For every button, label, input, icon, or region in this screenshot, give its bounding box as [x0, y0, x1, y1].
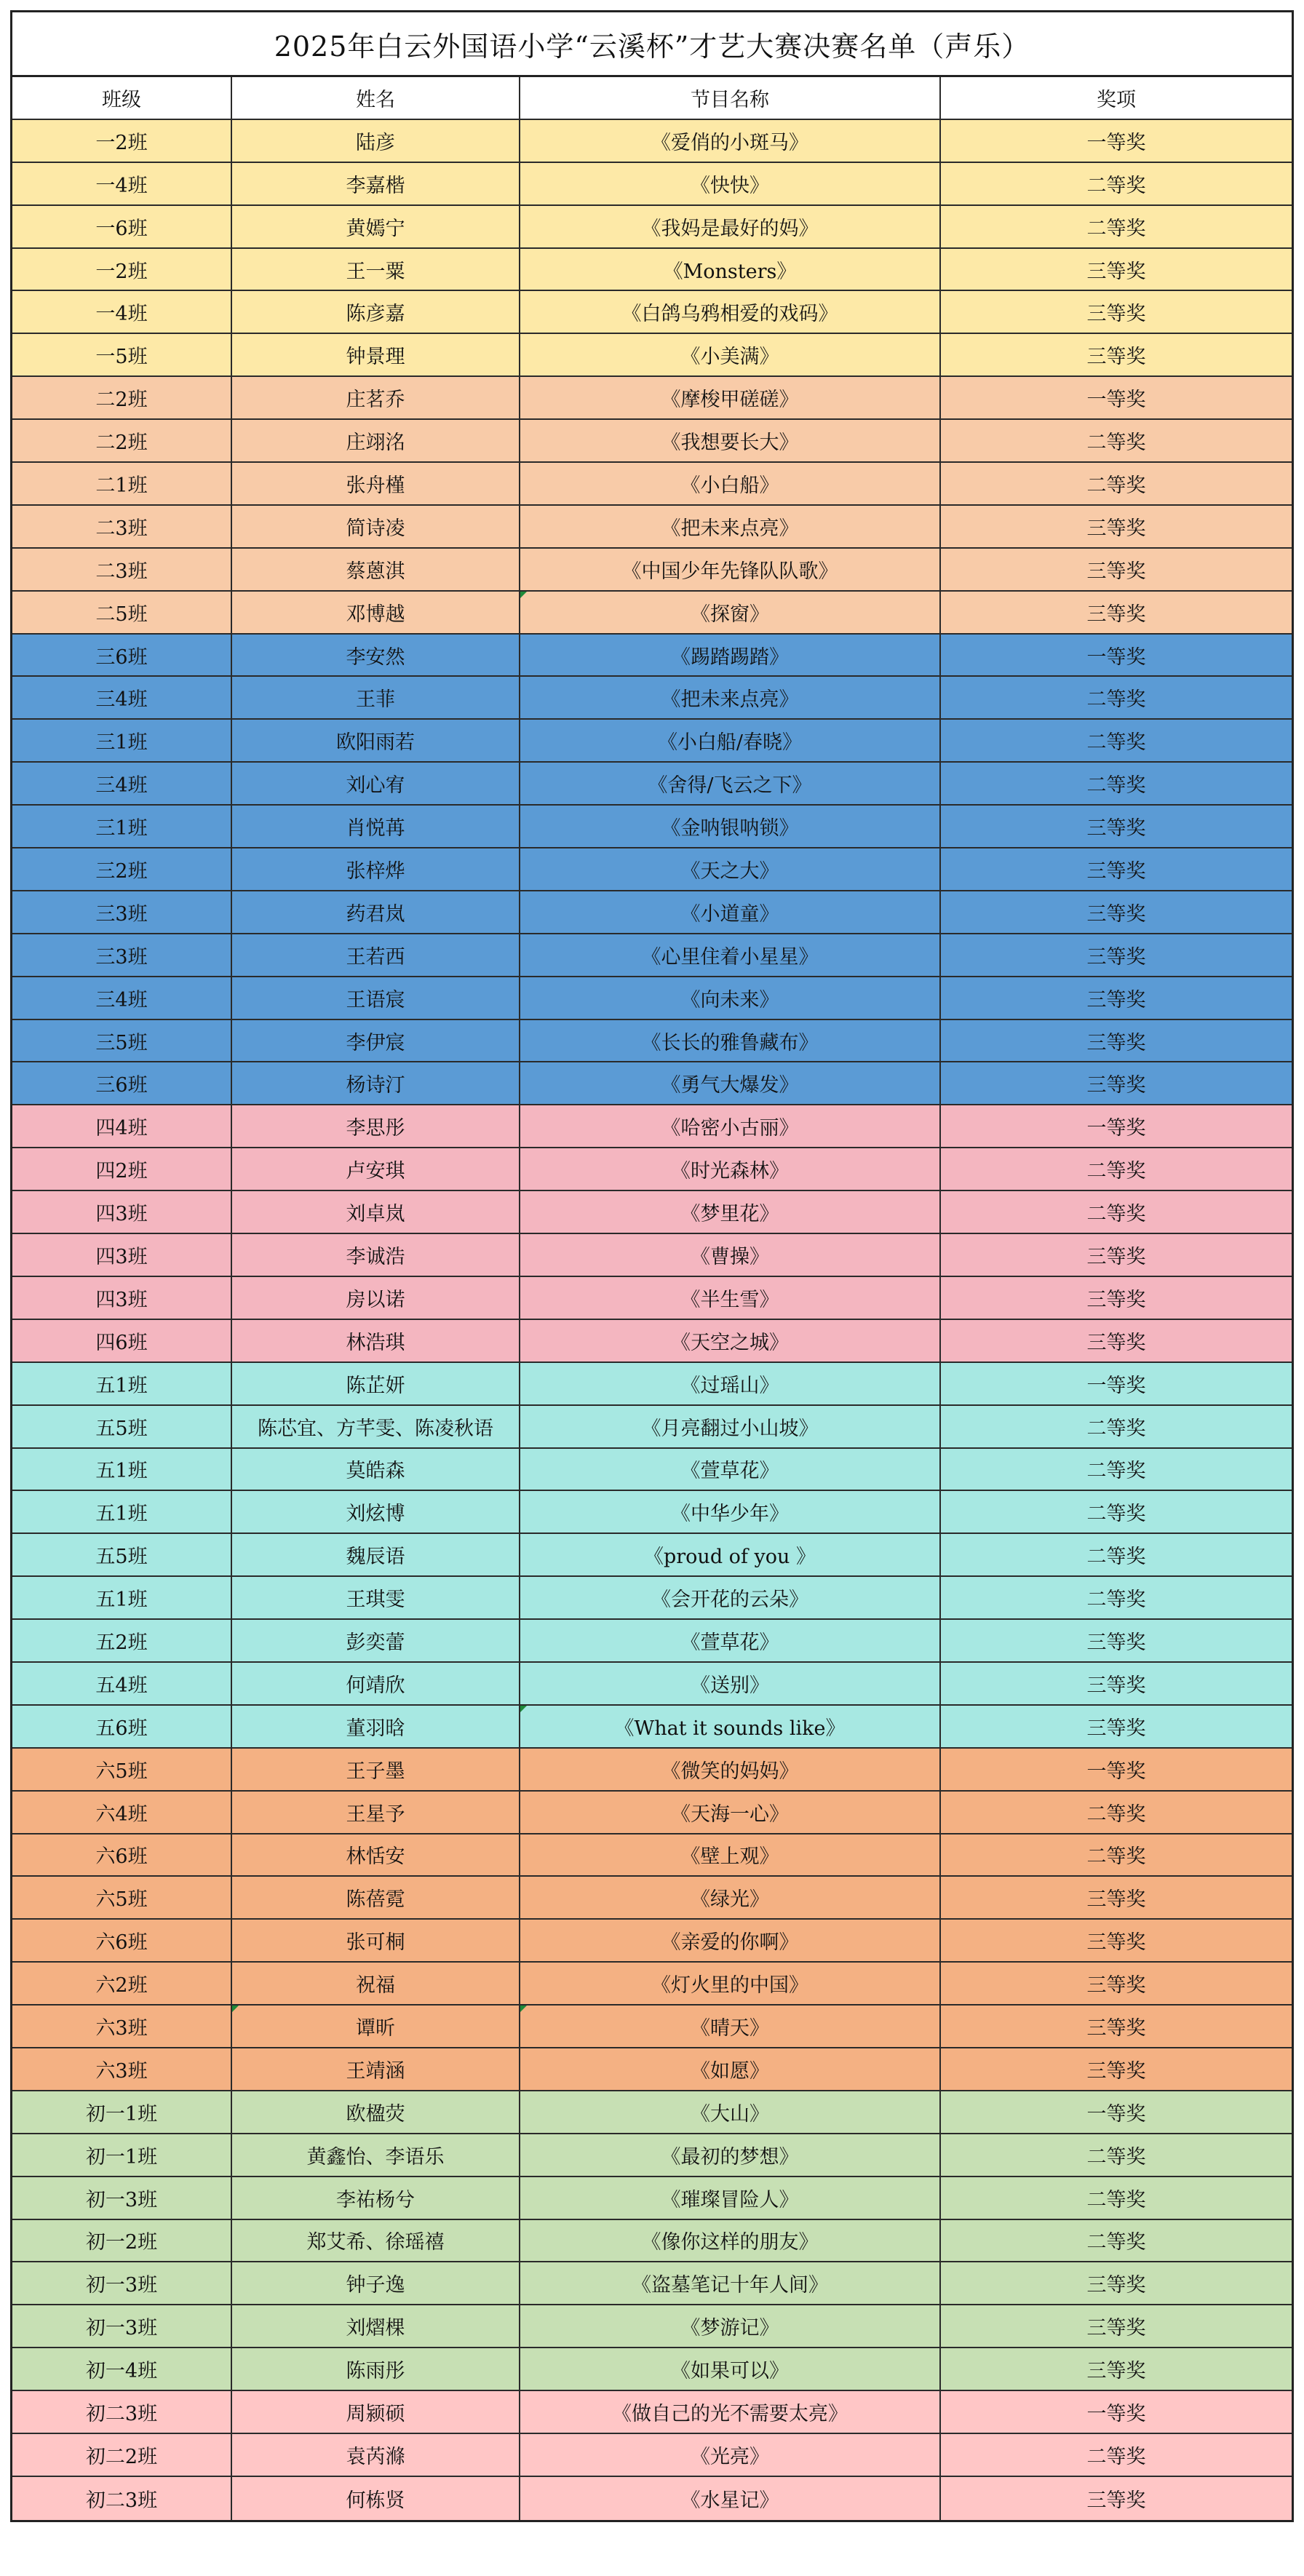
cell-program: 《月亮翻过小山坡》: [520, 1406, 941, 1447]
table-row: [12, 1534, 1292, 1577]
cell-class: 六6班: [12, 1834, 232, 1876]
cell-program: 《爱俏的小斑马》: [520, 120, 941, 162]
cell-class: 三4班: [12, 763, 232, 804]
cell-program: 《踢踏踢踏》: [520, 635, 941, 676]
cell-award: 二等奖: [941, 2220, 1292, 2262]
cell-program: 《时光森林》: [520, 1148, 941, 1190]
cell-class: 五5班: [12, 1534, 232, 1575]
results-sheet: [10, 10, 1294, 2522]
cell-name: 刘熠棵: [232, 2305, 520, 2347]
cell-name: 张梓烨: [232, 848, 520, 890]
cell-class: 初一2班: [12, 2220, 232, 2262]
cell-name: 王靖涵: [232, 2048, 520, 2090]
cell-class: 一2班: [12, 249, 232, 290]
table-row: [12, 2220, 1292, 2263]
table-row: [12, 2048, 1292, 2091]
cell-class: 初一3班: [12, 2177, 232, 2219]
cell-name: 王星予: [232, 1792, 520, 1833]
cell-name: 张可桐: [232, 1920, 520, 1961]
cell-class: 五5班: [12, 1406, 232, 1447]
cell-name: 陆彦: [232, 120, 520, 162]
cell-award: 三等奖: [941, 2305, 1292, 2347]
table-row: [12, 720, 1292, 763]
table-row: [12, 806, 1292, 848]
table-row: [12, 1020, 1292, 1063]
cell-class: 三3班: [12, 934, 232, 976]
cell-class: 四3班: [12, 1277, 232, 1319]
cell-class: 三6班: [12, 1062, 232, 1104]
table-row: [12, 1449, 1292, 1492]
table-row: [12, 2005, 1292, 2048]
table-row: [12, 249, 1292, 292]
cell-class: 四2班: [12, 1148, 232, 1190]
cell-class: 二5班: [12, 592, 232, 633]
cell-name: 刘心宥: [232, 763, 520, 804]
table-row: [12, 1191, 1292, 1234]
table-row: [12, 1491, 1292, 1534]
cell-class: 三2班: [12, 848, 232, 890]
table-row: [12, 1577, 1292, 1620]
cell-name: 王琪雯: [232, 1577, 520, 1618]
table-row: [12, 1406, 1292, 1449]
cell-award: 二等奖: [941, 1449, 1292, 1490]
cell-name: 王子墨: [232, 1749, 520, 1790]
cell-name: 谭昕: [232, 2005, 520, 2047]
cell-name: 陈彦嘉: [232, 291, 520, 333]
cell-award: 一等奖: [941, 2391, 1292, 2433]
cell-award: 三等奖: [941, 249, 1292, 290]
table-row: [12, 291, 1292, 334]
cell-award: 二等奖: [941, 1148, 1292, 1190]
table-row: [12, 977, 1292, 1020]
table-row: [12, 1277, 1292, 1320]
cell-award: 三等奖: [941, 1234, 1292, 1276]
cell-program: 《我想要长大》: [520, 420, 941, 461]
cell-program: 《晴天》: [520, 2005, 941, 2047]
table-row: [12, 635, 1292, 677]
cell-program: 《小美满》: [520, 334, 941, 375]
cell-class: 一4班: [12, 163, 232, 204]
cell-award: 二等奖: [941, 1792, 1292, 1833]
cell-award: 三等奖: [941, 934, 1292, 976]
cell-award: 三等奖: [941, 848, 1292, 890]
cell-program: 《中华少年》: [520, 1491, 941, 1533]
cell-program: 《如愿》: [520, 2048, 941, 2090]
cell-class: 初二2班: [12, 2434, 232, 2476]
cell-name: 何靖欣: [232, 1663, 520, 1704]
cell-name: 刘炫博: [232, 1491, 520, 1533]
cell-program: 《把未来点亮》: [520, 677, 941, 718]
cell-program: 《水星记》: [520, 2477, 941, 2520]
cell-award: 二等奖: [941, 163, 1292, 204]
cell-class: 三6班: [12, 635, 232, 676]
cell-name: 莫皓森: [232, 1449, 520, 1490]
header-name: 姓名: [232, 77, 520, 119]
cell-name: 何栋贤: [232, 2477, 520, 2520]
table-row: [12, 677, 1292, 720]
cell-name: 房以诺: [232, 1277, 520, 1319]
cell-award: 三等奖: [941, 891, 1292, 933]
cell-class: 初二3班: [12, 2391, 232, 2433]
cell-class: 一6班: [12, 206, 232, 247]
table-row: [12, 2477, 1292, 2520]
table-row: [12, 1620, 1292, 1663]
cell-name: 黄鑫怡、李语乐: [232, 2134, 520, 2176]
cell-name: 张舟槿: [232, 463, 520, 504]
table-row: [12, 163, 1292, 206]
cell-class: 六5班: [12, 1877, 232, 1918]
header-class: 班级: [12, 77, 232, 119]
cell-class: 三5班: [12, 1020, 232, 1062]
cell-name: 李嘉楷: [232, 163, 520, 204]
cell-award: 三等奖: [941, 592, 1292, 633]
cell-name: 郑艾希、徐瑶禧: [232, 2220, 520, 2262]
cell-class: 一5班: [12, 334, 232, 375]
cell-program: 《What it sounds like》: [520, 1706, 941, 1747]
table-row: [12, 549, 1292, 592]
cell-program: 《把未来点亮》: [520, 506, 941, 547]
cell-award: 三等奖: [941, 2048, 1292, 2090]
cell-program: 《白鸽乌鸦相爱的戏码》: [520, 291, 941, 333]
cell-name: 陈雨彤: [232, 2348, 520, 2390]
cell-award: 二等奖: [941, 1834, 1292, 1876]
cell-award: 三等奖: [941, 1963, 1292, 2004]
table-row: [12, 1062, 1292, 1105]
cell-program: 《我妈是最好的妈》: [520, 206, 941, 247]
table-row: [12, 2305, 1292, 2348]
cell-program: 《如果可以》: [520, 2348, 941, 2390]
cell-class: 初一3班: [12, 2305, 232, 2347]
cell-name: 邓博越: [232, 592, 520, 633]
cell-award: 三等奖: [941, 1663, 1292, 1704]
cell-award: 二等奖: [941, 1577, 1292, 1618]
cell-program: 《送别》: [520, 1663, 941, 1704]
cell-class: 二2班: [12, 377, 232, 418]
cell-program: 《舍得/飞云之下》: [520, 763, 941, 804]
table-row: [12, 2177, 1292, 2220]
cell-award: 三等奖: [941, 549, 1292, 590]
cell-award: 三等奖: [941, 2005, 1292, 2047]
cell-award: 三等奖: [941, 1020, 1292, 1062]
cell-program: 《亲爱的你啊》: [520, 1920, 941, 1961]
table-header-row: [12, 77, 1292, 120]
cell-award: 二等奖: [941, 720, 1292, 761]
cell-name: 蔡蒽淇: [232, 549, 520, 590]
table-row: [12, 848, 1292, 891]
cell-class: 二2班: [12, 420, 232, 461]
cell-award: 一等奖: [941, 1105, 1292, 1147]
table-row: [12, 763, 1292, 806]
cell-award: 二等奖: [941, 420, 1292, 461]
cell-name: 简诗凌: [232, 506, 520, 547]
cell-name: 钟子逸: [232, 2262, 520, 2304]
cell-award: 三等奖: [941, 1277, 1292, 1319]
cell-program: 《曹操》: [520, 1234, 941, 1276]
cell-program: 《盗墓笔记十年人间》: [520, 2262, 941, 2304]
cell-name: 祝福: [232, 1963, 520, 2004]
cell-name: 林浩琪: [232, 1320, 520, 1361]
cell-class: 初一1班: [12, 2134, 232, 2176]
cell-class: 三1班: [12, 720, 232, 761]
table-row: [12, 592, 1292, 635]
cell-award: 三等奖: [941, 2262, 1292, 2304]
table-row: [12, 506, 1292, 549]
cell-class: 五1班: [12, 1577, 232, 1618]
cell-award: 三等奖: [941, 1920, 1292, 1961]
cell-class: 初二3班: [12, 2477, 232, 2520]
table-row: [12, 420, 1292, 463]
cell-class: 初一1班: [12, 2091, 232, 2133]
cell-award: 三等奖: [941, 1320, 1292, 1361]
cell-name: 李安然: [232, 635, 520, 676]
cell-class: 六6班: [12, 1920, 232, 1961]
table-row: [12, 1148, 1292, 1191]
cell-name: 林恬安: [232, 1834, 520, 1876]
table-row: [12, 2348, 1292, 2391]
cell-class: 五1班: [12, 1449, 232, 1490]
cell-program: 《小道童》: [520, 891, 941, 933]
cell-program: 《大山》: [520, 2091, 941, 2133]
cell-award: 二等奖: [941, 206, 1292, 247]
table-row: [12, 1963, 1292, 2005]
cell-name: 王菲: [232, 677, 520, 718]
table-row: [12, 1320, 1292, 1363]
table-row: [12, 2434, 1292, 2477]
cell-award: 二等奖: [941, 1191, 1292, 1233]
cell-program: 《快快》: [520, 163, 941, 204]
cell-award: 二等奖: [941, 1534, 1292, 1575]
cell-class: 二3班: [12, 549, 232, 590]
cell-award: 一等奖: [941, 1749, 1292, 1790]
header-program: 节目名称: [520, 77, 941, 119]
table-row: [12, 891, 1292, 934]
cell-program: 《天空之城》: [520, 1320, 941, 1361]
cell-class: 一2班: [12, 120, 232, 162]
cell-name: 袁芮滌: [232, 2434, 520, 2476]
table-row: [12, 1877, 1292, 1920]
cell-class: 五4班: [12, 1663, 232, 1704]
table-row: [12, 1363, 1292, 1406]
cell-award: 二等奖: [941, 2177, 1292, 2219]
cell-name: 李诚浩: [232, 1234, 520, 1276]
cell-class: 三3班: [12, 891, 232, 933]
cell-class: 三1班: [12, 806, 232, 847]
cell-class: 五6班: [12, 1706, 232, 1747]
cell-award: 三等奖: [941, 291, 1292, 333]
cell-program: 《过瑶山》: [520, 1363, 941, 1404]
cell-class: 四3班: [12, 1191, 232, 1233]
cell-class: 六3班: [12, 2048, 232, 2090]
cell-program: 《微笑的妈妈》: [520, 1749, 941, 1790]
cell-name: 董羽晗: [232, 1706, 520, 1747]
table-row: [12, 1234, 1292, 1277]
cell-name: 黄嫣宁: [232, 206, 520, 247]
cell-class: 五1班: [12, 1491, 232, 1533]
cell-name: 彭奕蕾: [232, 1620, 520, 1661]
cell-program: 《天海一心》: [520, 1792, 941, 1833]
table-row: [12, 2134, 1292, 2177]
cell-program: 《灯火里的中国》: [520, 1963, 941, 2004]
table-row: [12, 1663, 1292, 1706]
cell-award: 二等奖: [941, 1491, 1292, 1533]
cell-program: 《小白船/春晓》: [520, 720, 941, 761]
cell-award: 一等奖: [941, 635, 1292, 676]
cell-program: 《探窗》: [520, 592, 941, 633]
cell-award: 二等奖: [941, 2434, 1292, 2476]
cell-program: 《Monsters》: [520, 249, 941, 290]
cell-award: 二等奖: [941, 1406, 1292, 1447]
cell-class: 五2班: [12, 1620, 232, 1661]
table-row: [12, 1834, 1292, 1877]
cell-program: 《绿光》: [520, 1877, 941, 1918]
cell-name: 钟景理: [232, 334, 520, 375]
cell-program: 《天之大》: [520, 848, 941, 890]
table-row: [12, 206, 1292, 249]
cell-class: 二3班: [12, 506, 232, 547]
table-row: [12, 2262, 1292, 2305]
cell-class: 三4班: [12, 677, 232, 718]
cell-program: 《长长的雅鲁藏布》: [520, 1020, 941, 1062]
cell-name: 王一粟: [232, 249, 520, 290]
cell-award: 三等奖: [941, 1620, 1292, 1661]
table-row: [12, 1792, 1292, 1834]
cell-class: 二1班: [12, 463, 232, 504]
sheet-title: 2025年白云外国语小学“云溪杯”才艺大赛决赛名单（声乐）: [12, 12, 1292, 77]
cell-award: 二等奖: [941, 2134, 1292, 2176]
cell-name: 肖悦苒: [232, 806, 520, 847]
cell-program: 《中国少年先锋队队歌》: [520, 549, 941, 590]
cell-award: 三等奖: [941, 1062, 1292, 1104]
cell-name: 药君岚: [232, 891, 520, 933]
table-row: [12, 934, 1292, 977]
cell-class: 初一3班: [12, 2262, 232, 2304]
table-row: [12, 2091, 1292, 2134]
table-row: [12, 334, 1292, 377]
cell-program: 《萱草花》: [520, 1620, 941, 1661]
cell-program: 《像你这样的朋友》: [520, 2220, 941, 2262]
cell-name: 欧阳雨若: [232, 720, 520, 761]
table-row: [12, 1706, 1292, 1749]
cell-name: 陈蓓霓: [232, 1877, 520, 1918]
cell-program: 《壁上观》: [520, 1834, 941, 1876]
cell-class: 四6班: [12, 1320, 232, 1361]
cell-award: 三等奖: [941, 806, 1292, 847]
table-row: [12, 377, 1292, 420]
cell-name: 李思彤: [232, 1105, 520, 1147]
cell-class: 六3班: [12, 2005, 232, 2047]
cell-award: 一等奖: [941, 377, 1292, 418]
table-row: [12, 463, 1292, 506]
cell-program: 《梦游记》: [520, 2305, 941, 2347]
cell-program: 《哈密小古丽》: [520, 1105, 941, 1147]
cell-program: 《勇气大爆发》: [520, 1062, 941, 1104]
cell-name: 陈芯宜、方芊雯、陈凌秋语: [232, 1406, 520, 1447]
cell-class: 三4班: [12, 977, 232, 1019]
cell-award: 三等奖: [941, 2348, 1292, 2390]
cell-program: 《萱草花》: [520, 1449, 941, 1490]
cell-name: 卢安琪: [232, 1148, 520, 1190]
cell-program: 《最初的梦想》: [520, 2134, 941, 2176]
cell-program: 《proud of you 》: [520, 1534, 941, 1575]
table-row: [12, 120, 1292, 163]
cell-name: 庄茗乔: [232, 377, 520, 418]
cell-program: 《会开花的云朵》: [520, 1577, 941, 1618]
cell-name: 王语宸: [232, 977, 520, 1019]
cell-program: 《金呐银呐锁》: [520, 806, 941, 847]
cell-class: 六4班: [12, 1792, 232, 1833]
cell-program: 《梦里花》: [520, 1191, 941, 1233]
cell-program: 《做自己的光不需要太亮》: [520, 2391, 941, 2433]
cell-name: 周颍硕: [232, 2391, 520, 2433]
table-row: [12, 1920, 1292, 1963]
cell-name: 庄翊洺: [232, 420, 520, 461]
cell-name: 刘卓岚: [232, 1191, 520, 1233]
cell-program: 《光亮》: [520, 2434, 941, 2476]
cell-award: 三等奖: [941, 2477, 1292, 2520]
cell-program: 《向未来》: [520, 977, 941, 1019]
cell-award: 二等奖: [941, 463, 1292, 504]
cell-award: 一等奖: [941, 2091, 1292, 2133]
cell-class: 初一4班: [12, 2348, 232, 2390]
cell-name: 李祐杨兮: [232, 2177, 520, 2219]
table-row: [12, 1749, 1292, 1792]
cell-name: 魏辰语: [232, 1534, 520, 1575]
cell-award: 三等奖: [941, 334, 1292, 375]
cell-award: 二等奖: [941, 763, 1292, 804]
cell-name: 杨诗汀: [232, 1062, 520, 1104]
cell-class: 四3班: [12, 1234, 232, 1276]
cell-program: 《心里住着小星星》: [520, 934, 941, 976]
cell-program: 《摩梭甲磋磋》: [520, 377, 941, 418]
cell-program: 《璀璨冒险人》: [520, 2177, 941, 2219]
cell-name: 李伊宸: [232, 1020, 520, 1062]
header-award: 奖项: [941, 77, 1292, 119]
cell-class: 四4班: [12, 1105, 232, 1147]
cell-award: 一等奖: [941, 1363, 1292, 1404]
cell-award: 一等奖: [941, 120, 1292, 162]
cell-class: 一4班: [12, 291, 232, 333]
cell-program: 《小白船》: [520, 463, 941, 504]
cell-award: 二等奖: [941, 677, 1292, 718]
results-table: [12, 77, 1292, 2520]
cell-name: 欧楹荧: [232, 2091, 520, 2133]
cell-award: 三等奖: [941, 506, 1292, 547]
cell-class: 五1班: [12, 1363, 232, 1404]
table-row: [12, 2391, 1292, 2434]
cell-award: 三等奖: [941, 977, 1292, 1019]
cell-award: 三等奖: [941, 1706, 1292, 1747]
cell-program: 《半生雪》: [520, 1277, 941, 1319]
cell-award: 三等奖: [941, 1877, 1292, 1918]
cell-class: 六2班: [12, 1963, 232, 2004]
cell-name: 王若西: [232, 934, 520, 976]
cell-name: 陈芷妍: [232, 1363, 520, 1404]
table-row: [12, 1105, 1292, 1148]
cell-class: 六5班: [12, 1749, 232, 1790]
